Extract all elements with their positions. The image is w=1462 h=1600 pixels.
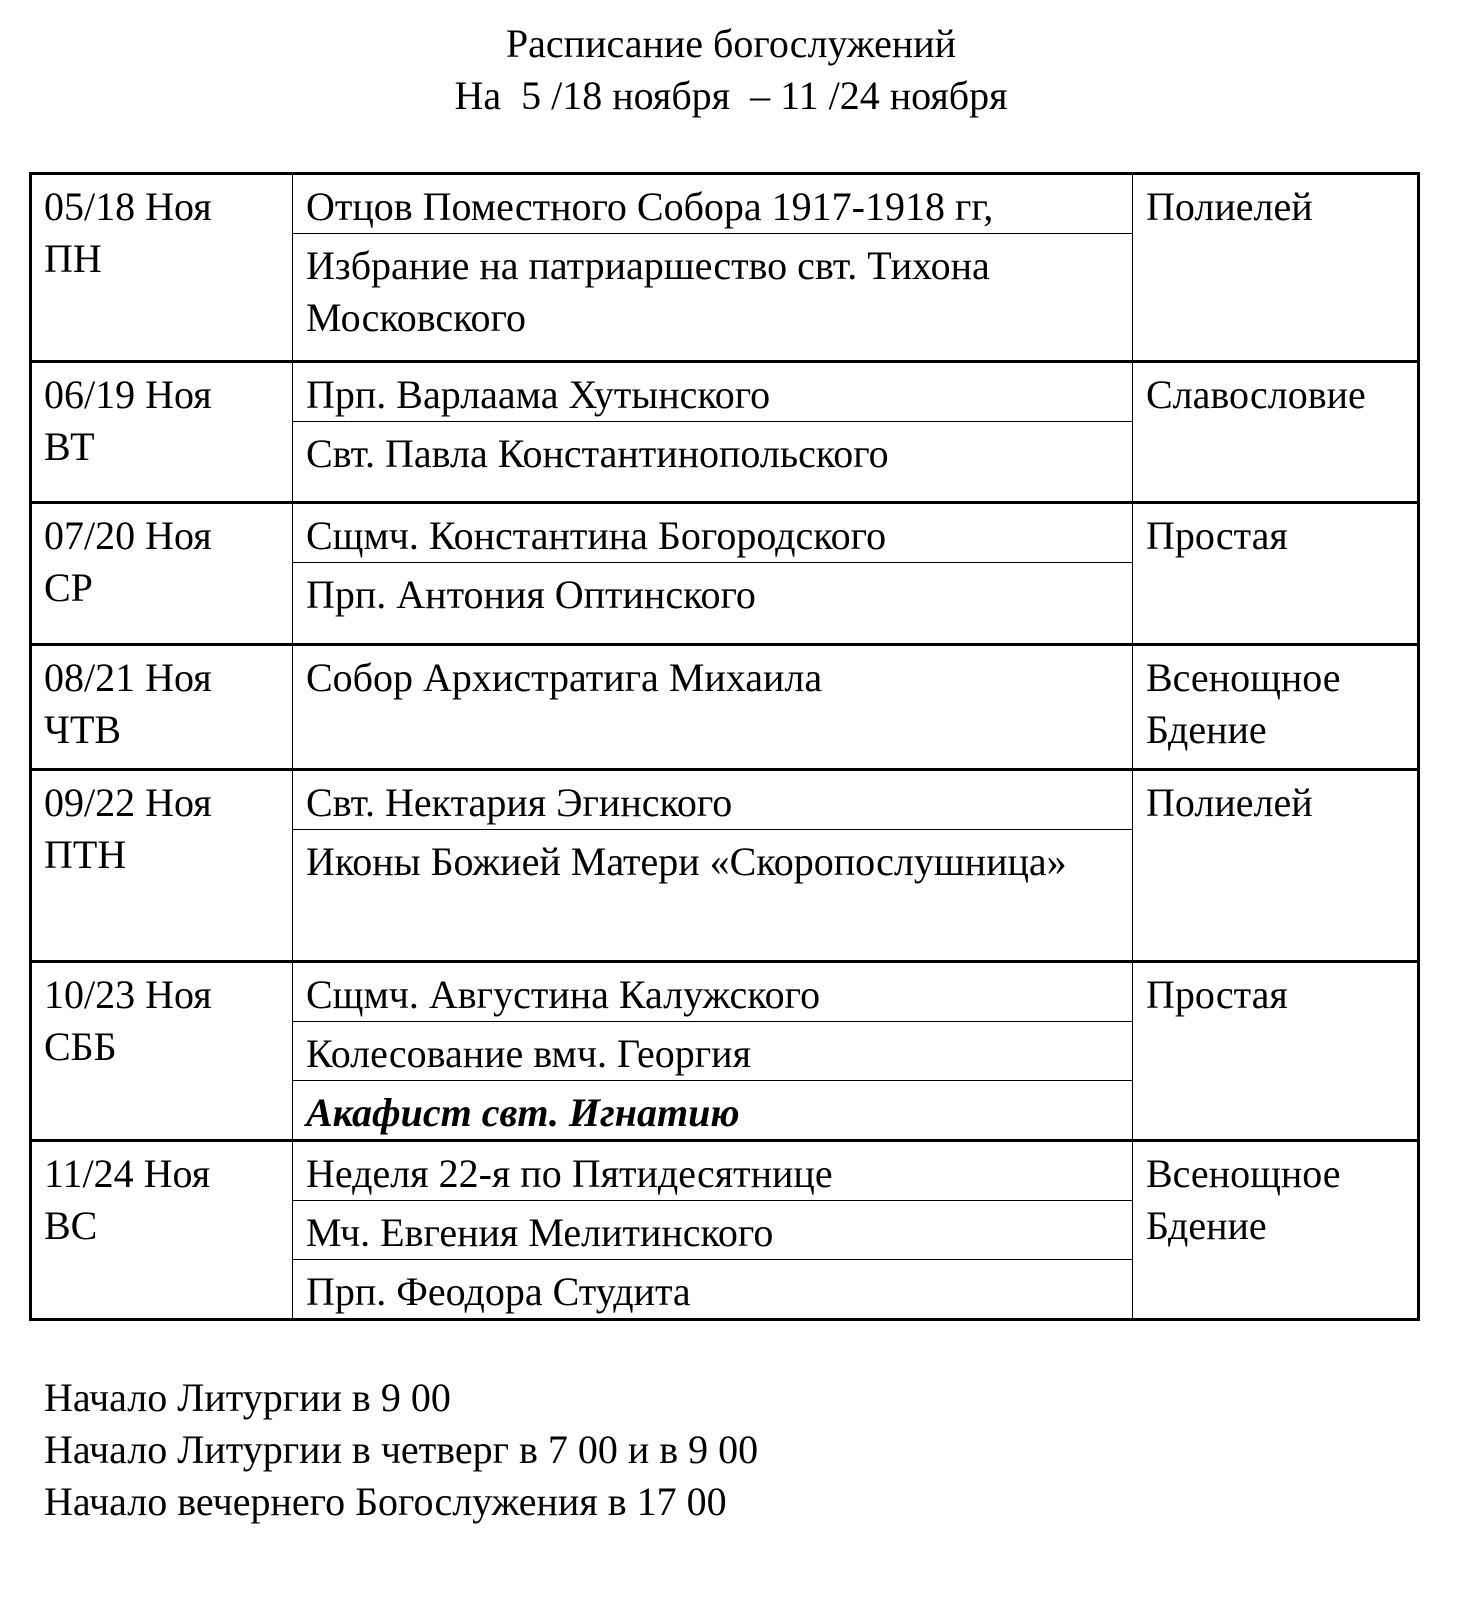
day-row: [31, 770, 1419, 962]
weekday-label: ЧТВ: [44, 707, 122, 752]
service-type-label: Простая: [1146, 513, 1288, 558]
service-type-label: Полиелей: [1146, 184, 1313, 229]
date-label: 09/22 Ноя: [44, 780, 212, 825]
feast-cell: [293, 362, 1133, 503]
service-type-cell: [1133, 174, 1419, 362]
feast-cell: [293, 962, 1133, 1141]
date-cell: [31, 1141, 293, 1320]
date-cell: [31, 645, 293, 770]
feast-cell: [293, 1141, 1133, 1320]
schedule-header: [0, 18, 1462, 122]
feast-cell: [293, 645, 1133, 770]
service-type-cell: [1133, 770, 1419, 962]
date-range-subtitle: На 5 /18 ноября – 11 /24 ноября: [454, 73, 1008, 118]
service-type-label: Всенощное: [1146, 1151, 1341, 1196]
service-type-cell: [1133, 962, 1419, 1141]
day-row: [31, 174, 1419, 362]
evening-service-time-note: Начало вечернего Богослужения в 17 00: [44, 1479, 727, 1524]
weekday-label: СББ: [44, 1024, 117, 1069]
feast-entry: Прп. Феодора Студита: [306, 1269, 691, 1314]
service-type-label: Полиелей: [1146, 780, 1313, 825]
weekday-label: СР: [44, 565, 93, 610]
weekday-label: ПТН: [44, 832, 127, 877]
akathist-entry: Акафист свт. Игнатию: [306, 1090, 740, 1135]
service-type-label: Славословие: [1146, 372, 1366, 417]
feast-entry: Неделя 22-я по Пятидесятнице: [293, 1142, 1132, 1201]
date-label: 11/24 Ноя: [44, 1151, 211, 1196]
feast-entry: Мч. Евгения Мелитинского: [293, 1201, 1132, 1260]
feast-cell: [293, 503, 1133, 645]
feast-entry: Сщмч. Константина Богородского: [293, 504, 1132, 563]
service-times-notes: [44, 1372, 758, 1528]
feast-entry: Собор Архистратига Михаила: [306, 655, 823, 700]
date-cell: [31, 770, 293, 962]
service-type-cell: [1133, 1141, 1419, 1320]
day-row: [31, 962, 1419, 1141]
date-cell: [31, 503, 293, 645]
service-type-label: Бдение: [1146, 1203, 1267, 1248]
feast-cell: [293, 770, 1133, 962]
day-row: [31, 645, 1419, 770]
feast-entry: Прп. Варлаама Хутынского: [293, 363, 1132, 422]
feast-cell: [293, 174, 1133, 362]
thursday-liturgy-time-note: Начало Литургии в четверг в 7 00 и в 9 00: [44, 1427, 759, 1472]
feast-entry: Отцов Поместного Собора 1917-1918 гг,: [293, 175, 1132, 234]
day-row: [31, 362, 1419, 503]
weekday-label: ВТ: [44, 424, 95, 469]
date-cell: [31, 174, 293, 362]
service-type-cell: [1133, 503, 1419, 645]
feast-entry: Прп. Антония Оптинского: [306, 572, 756, 617]
feast-entry: Сщмч. Августина Калужского: [293, 963, 1132, 1022]
schedule-table: [29, 172, 1420, 1321]
feast-entry: Избрание на патриаршество свт. Тихона Московского: [306, 243, 990, 340]
date-label: 10/23 Ноя: [44, 972, 212, 1017]
service-type-cell: [1133, 362, 1419, 503]
feast-entry: Колесование вмч. Георгия: [293, 1022, 1132, 1081]
date-label: 05/18 Ноя: [44, 184, 212, 229]
service-type-cell: [1133, 645, 1419, 770]
feast-entry: Свт. Нектария Эгинского: [293, 771, 1132, 830]
day-row: [31, 1141, 1419, 1320]
feast-entry: Свт. Павла Константинопольского: [306, 431, 889, 476]
service-type-label: Всенощное: [1146, 655, 1341, 700]
date-label: 07/20 Ноя: [44, 513, 212, 558]
day-row: [31, 503, 1419, 645]
weekday-label: ПН: [44, 236, 102, 281]
feast-entry: Иконы Божией Матери «Скоропослушница»: [306, 839, 1067, 884]
date-cell: [31, 962, 293, 1141]
service-type-label: Простая: [1146, 972, 1288, 1017]
liturgy-time-note: Начало Литургии в 9 00: [44, 1375, 451, 1420]
service-type-label: Бдение: [1146, 707, 1267, 752]
date-label: 06/19 Ноя: [44, 372, 212, 417]
date-cell: [31, 362, 293, 503]
weekday-label: ВС: [44, 1203, 98, 1248]
page-title: Расписание богослужений: [505, 21, 957, 66]
date-label: 08/21 Ноя: [44, 655, 212, 700]
